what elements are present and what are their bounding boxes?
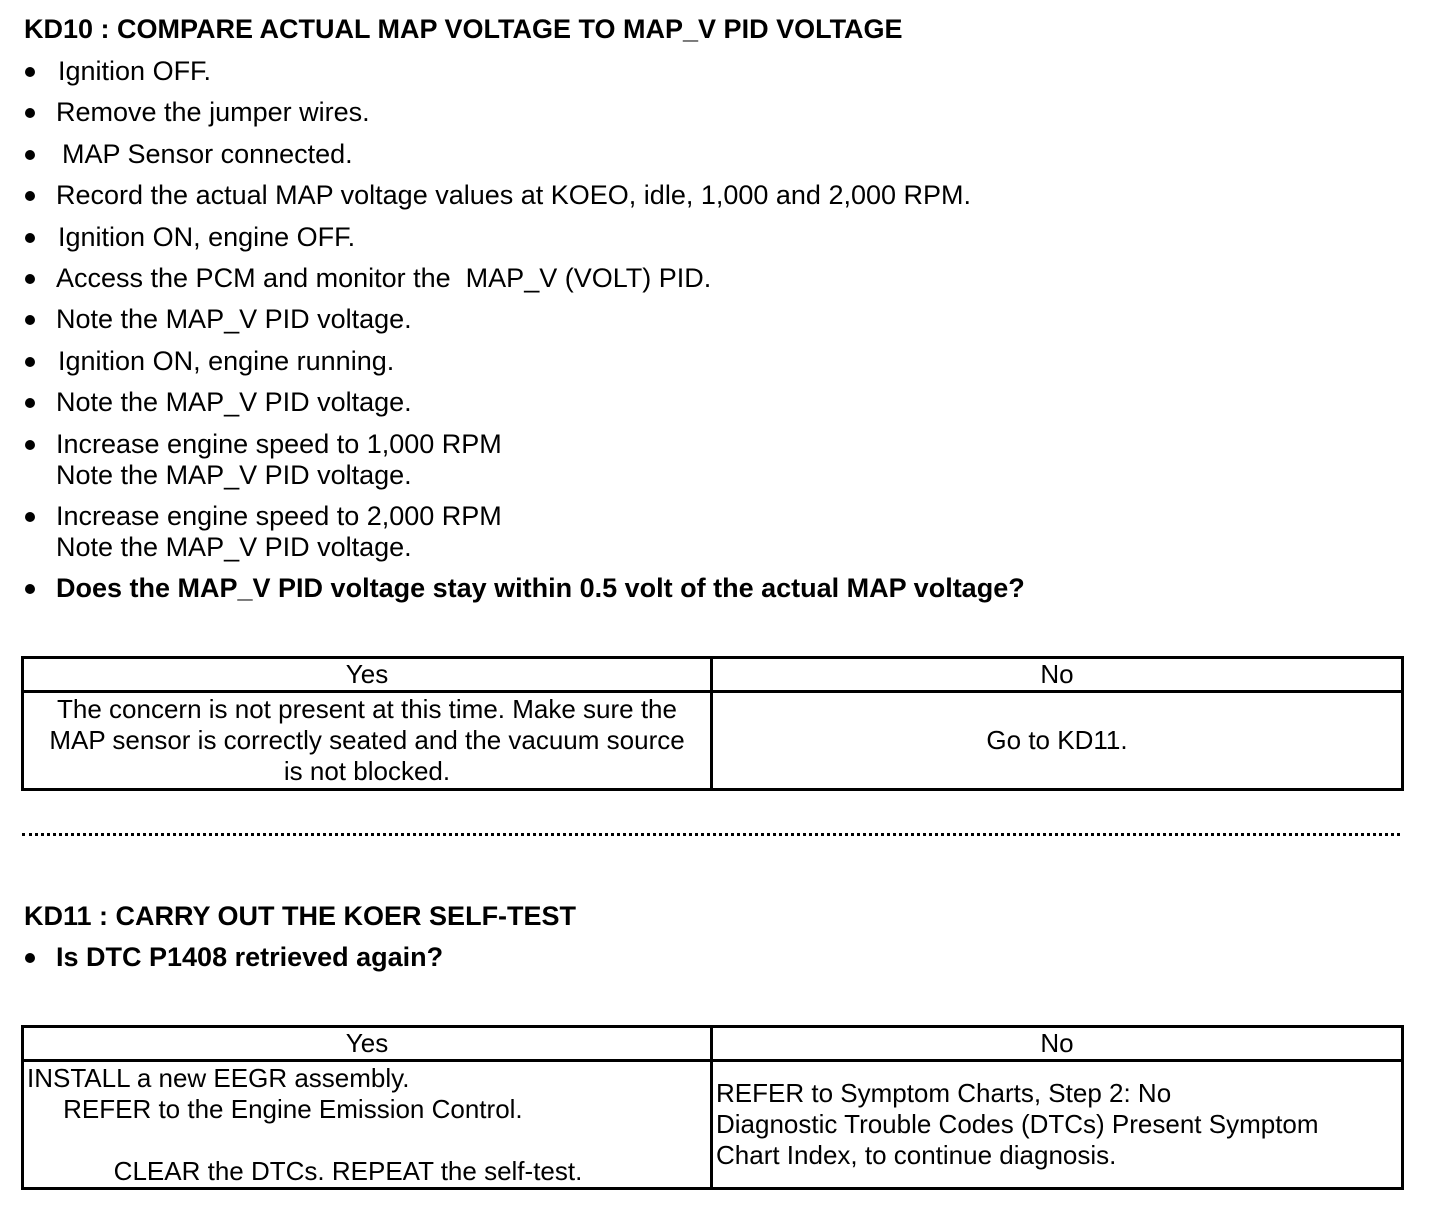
yes-cell-line: is not blocked. [283, 756, 451, 786]
kd10-result-table [21, 656, 1404, 791]
yes-cell [23, 1061, 712, 1189]
bullet-icon [25, 233, 35, 243]
kd11-result-table [21, 1025, 1404, 1190]
bullet-icon [25, 274, 35, 284]
step-text: Ignition ON, engine OFF. [58, 222, 356, 252]
step-text: Record the actual MAP voltage values at KOEO, idle, 1,000 and 2,000 RPM. [56, 180, 972, 210]
bullet-icon [25, 357, 35, 367]
no-cell-line: Diagnostic Trouble Codes (DTCs) Present Symptom [716, 1109, 1319, 1139]
question-text: Does the MAP_V PID voltage stay within 0.5 volt of the actual MAP voltage? [56, 573, 1025, 603]
bullet-icon [25, 512, 35, 522]
step-text: Ignition ON, engine running. [58, 346, 395, 376]
bullet-icon [25, 953, 35, 963]
no-header: No [712, 1027, 1403, 1061]
table-row [23, 1061, 1403, 1189]
step-text: Note the MAP_V PID voltage. [56, 387, 412, 417]
yes-header: Yes [23, 1027, 712, 1061]
bullet-icon [25, 191, 35, 201]
table-row [23, 692, 1403, 790]
step-text: Access the PCM and monitor the MAP_V (VOLT) PID. [56, 263, 712, 293]
no-cell-line: REFER to Symptom Charts, Step 2: No [716, 1078, 1172, 1108]
yes-cell-line: The concern is not present at this time. Make sure the [57, 694, 677, 724]
no-header: No [712, 658, 1403, 692]
step-text: Increase engine speed to 1,000 RPM Note the MAP_V PID voltage. [56, 429, 502, 490]
no-cell-line: Chart Index, to continue diagnosis. [716, 1140, 1117, 1170]
bullet-icon [25, 398, 35, 408]
no-cell [712, 1061, 1403, 1189]
bullet-icon [25, 67, 35, 77]
yes-cell-line: REFER to the Engine Emission Control. [27, 1093, 523, 1124]
kd11-title: KD11 : CARRY OUT THE KOER SELF-TEST [24, 901, 577, 931]
bullet-icon [25, 584, 35, 594]
step-text: Remove the jumper wires. [56, 97, 370, 127]
step-text: Ignition OFF. [58, 56, 212, 86]
table-header-row [23, 1027, 1403, 1061]
yes-cell-line: INSTALL a new EEGR assembly. [27, 1062, 410, 1093]
yes-cell-line: CLEAR the DTCs. REPEAT the self-test. [27, 1155, 583, 1186]
question-text: Is DTC P1408 retrieved again? [56, 942, 444, 972]
yes-cell [23, 692, 712, 790]
no-cell: Go to KD11. [712, 692, 1403, 790]
section-divider [22, 833, 1400, 836]
yes-cell-line: MAP sensor is correctly seated and the vacuum source [49, 725, 685, 755]
step-text: MAP Sensor connected. [62, 139, 353, 169]
yes-header: Yes [23, 658, 712, 692]
bullet-icon [25, 150, 35, 160]
yes-cell-line [27, 1125, 707, 1156]
kd10-title: KD10 : COMPARE ACTUAL MAP VOLTAGE TO MAP_V PID VOLTAGE [24, 14, 903, 44]
bullet-icon [25, 440, 35, 450]
table-header-row [23, 658, 1403, 692]
step-text: Note the MAP_V PID voltage. [56, 304, 412, 334]
bullet-icon [25, 315, 35, 325]
step-text: Increase engine speed to 2,000 RPM Note the MAP_V PID voltage. [56, 501, 502, 562]
bullet-icon [25, 108, 35, 118]
